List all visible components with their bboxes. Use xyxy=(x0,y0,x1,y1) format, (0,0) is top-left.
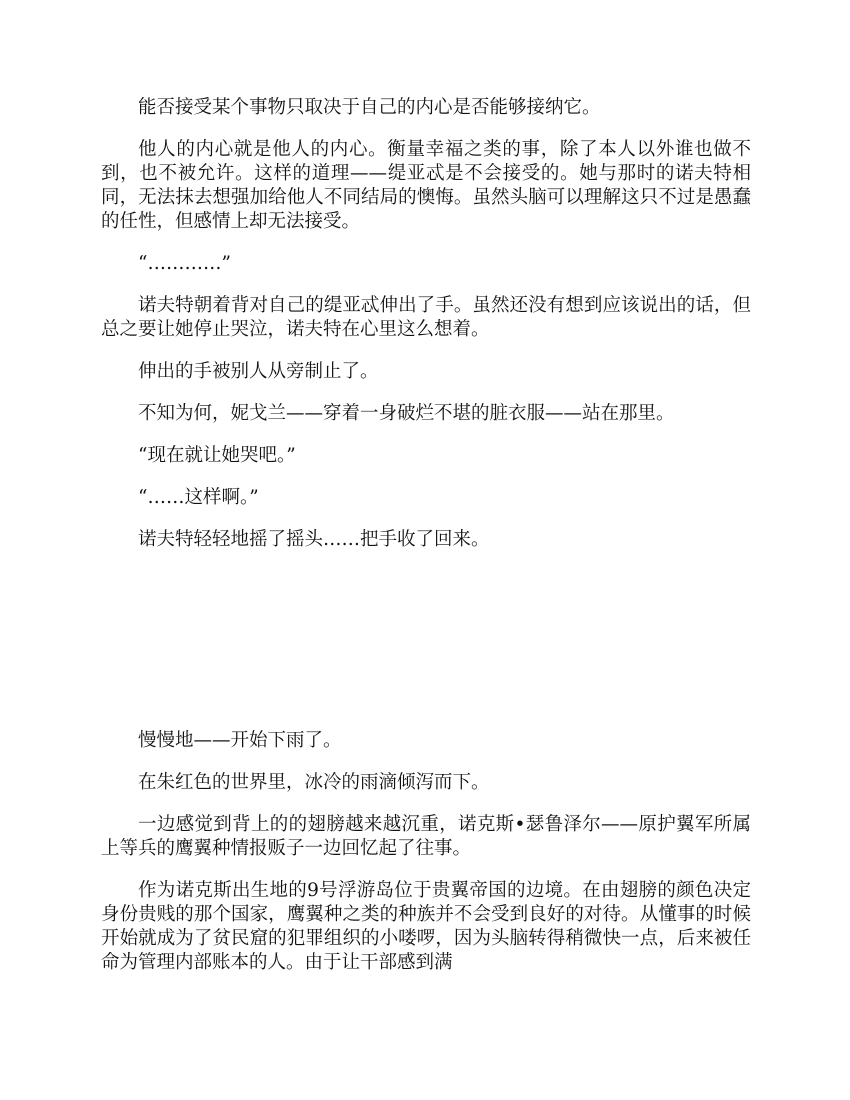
paragraph: 伸出的手被别人从旁制止了。 xyxy=(138,361,379,382)
paragraph: “现在就让她哭吧。” xyxy=(138,445,296,466)
paragraph: 在朱红色的世界里，冰冷的雨滴倾泻而下。 xyxy=(138,772,490,793)
text-block-upper xyxy=(101,96,751,570)
paragraph: 他人的内心就是他人的内心。衡量幸福之类的事，除了本人以外谁也做不到，也不被允许。这样的道理——缇亚忒是不会接受的。她与那时的诺夫特相同，无法抹去想强加给他人不同结局的懊悔。虽然头脑可以理解这只不过是愚蠢的任性，但感情上却无法接受。 xyxy=(101,139,751,232)
paragraph: “……这样啊。” xyxy=(138,487,259,508)
paragraph: 能否接受某个事物只取决于自己的内心是否能够接纳它。 xyxy=(138,97,601,118)
text-block-lower xyxy=(101,729,751,993)
paragraph: 诺夫特朝着背对自己的缇亚忒伸出了手。虽然还没有想到应该说出的话，但总之要让她停止哭泣，诺夫特在心里这么想着。 xyxy=(101,295,751,340)
paragraph: 一边感觉到背上的的翅膀越来越沉重，诺克斯•瑟鲁泽尔——原护翼军所属上等兵的鹰翼种情报贩子一边回忆起了往事。 xyxy=(101,814,751,859)
paragraph: 慢慢地——开始下雨了。 xyxy=(138,730,342,751)
paragraph: 作为诺克斯出生地的9号浮游岛位于贵翼帝国的边境。在由翅膀的颜色决定身份贵贱的那个国家，鹰翼种之类的种族并不会受到良好的对待。从懂事的时候开始就成为了贫民窟的犯罪组织的小喽啰，因为头脑转得稍微快一点，后来被任命为管理内部账本的人。由于让干部感到满 xyxy=(101,880,751,973)
paragraph: 不知为何，妮戈兰——穿着一身破烂不堪的脏衣服——站在那里。 xyxy=(138,403,675,424)
paragraph: “…………” xyxy=(138,253,231,274)
paragraph: 诺夫特轻轻地摇了摇头……把手收了回来。 xyxy=(138,529,490,550)
